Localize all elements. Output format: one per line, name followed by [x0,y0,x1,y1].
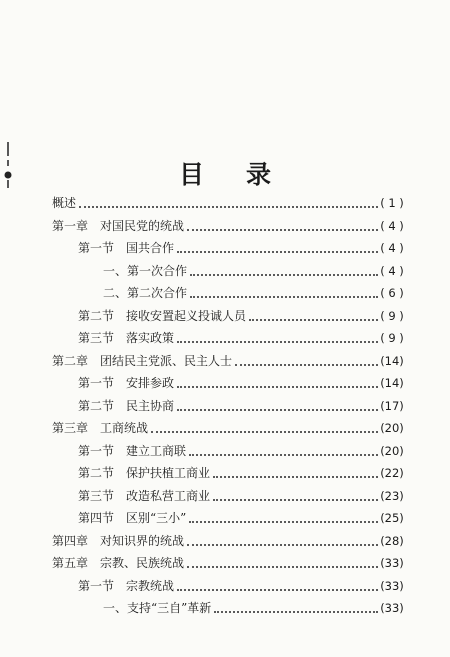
dot-leader [177,251,378,253]
toc-entry-title: 第一节 宗教统战 [78,578,175,593]
toc-entry [0,215,450,238]
toc-entry [0,282,450,305]
dot-leader [177,386,378,388]
dot-leader [214,611,378,613]
toc-entry [0,530,450,553]
toc-entry-page: (17) [380,398,404,413]
dot-leader [249,319,378,321]
toc-entry-title: 一、第一次合作 [103,263,188,278]
toc-entry-title: 二、第二次合作 [103,286,188,300]
toc-entry-page: (14) [380,353,404,368]
toc-entry-page: ( 9 ) [380,308,404,323]
dot-leader [187,229,378,231]
toc-entry-title: 第一节 建立工商联 [78,443,187,458]
dot-leader [177,589,378,591]
toc-entry [0,552,450,575]
toc-entry-title: 第二章 团结民主党派、民主人士 [52,353,233,368]
toc-entry [0,440,450,463]
toc-entry-page: (23) [380,488,404,503]
toc-entry [0,260,450,283]
dot-leader [190,274,378,276]
toc-entry [0,327,450,350]
toc-entry [0,507,450,530]
dot-leader [151,431,378,433]
table-of-contents [0,192,450,620]
toc-entry-title: 第一节 国共合作 [78,241,175,255]
toc-entry-page: (20) [380,421,404,435]
toc-entry [0,462,450,485]
toc-entry-page: (33) [380,578,404,593]
dot-leader [235,364,378,366]
dot-leader [177,341,378,343]
toc-entry-page: ( 4 ) [380,241,404,255]
toc-entry-title: 第二节 保护扶植工商业 [78,466,211,480]
toc-entry-title: 第三章 工商统战 [52,421,149,435]
toc-entry-title: 第四章 对知识界的统战 [52,533,185,548]
toc-entry-title: 第二节 接收安置起义投诚人员 [78,308,247,323]
toc-entry [0,350,450,373]
toc-entry [0,575,450,598]
toc-entry-page: ( 9 ) [380,331,404,345]
toc-entry-title: 第四节 区别“三小” [78,511,187,525]
toc-entry [0,372,450,395]
toc-entry-page: (14) [380,376,404,390]
toc-entry-page: (33) [380,556,404,570]
toc-entry-title: 第一节 安排参政 [78,376,175,390]
dot-leader [213,499,378,501]
toc-entry-page: (25) [380,511,404,525]
toc-entry-page: ( 4 ) [380,263,404,278]
dot-leader [187,544,378,546]
toc-entry-page: ( 1 ) [380,196,404,210]
toc-entry-title: 第一章 对国民党的统战 [52,218,185,233]
toc-entry [0,237,450,260]
page-title: 目录 [178,159,313,189]
toc-entry-title: 一、支持“三自”革新 [103,601,212,615]
toc-entry-title: 第二节 民主协商 [78,398,175,413]
toc-entry [0,485,450,508]
toc-entry [0,192,450,215]
toc-entry-title: 概述 [52,196,77,210]
toc-entry-page: (22) [380,466,404,480]
toc-entry-title: 第五章 宗教、民族统战 [52,556,185,570]
dot-leader [187,566,378,568]
toc-entry [0,305,450,328]
toc-entry-page: (28) [380,533,404,548]
toc-entry [0,597,450,620]
dot-leader [189,521,378,523]
toc-entry-page: ( 4 ) [380,218,404,233]
dot-leader [190,296,378,298]
dot-leader [177,409,378,411]
toc-entry-page: ( 6 ) [380,286,404,300]
dot-leader [79,206,378,208]
dot-leader [189,454,378,456]
dot-leader [213,476,378,478]
toc-entry [0,417,450,440]
toc-entry-title: 第三节 落实政策 [78,331,175,345]
toc-entry-page: (33) [380,601,404,615]
toc-entry [0,395,450,418]
toc-entry-page: (20) [380,443,404,458]
toc-entry-title: 第三节 改造私营工商业 [78,488,211,503]
